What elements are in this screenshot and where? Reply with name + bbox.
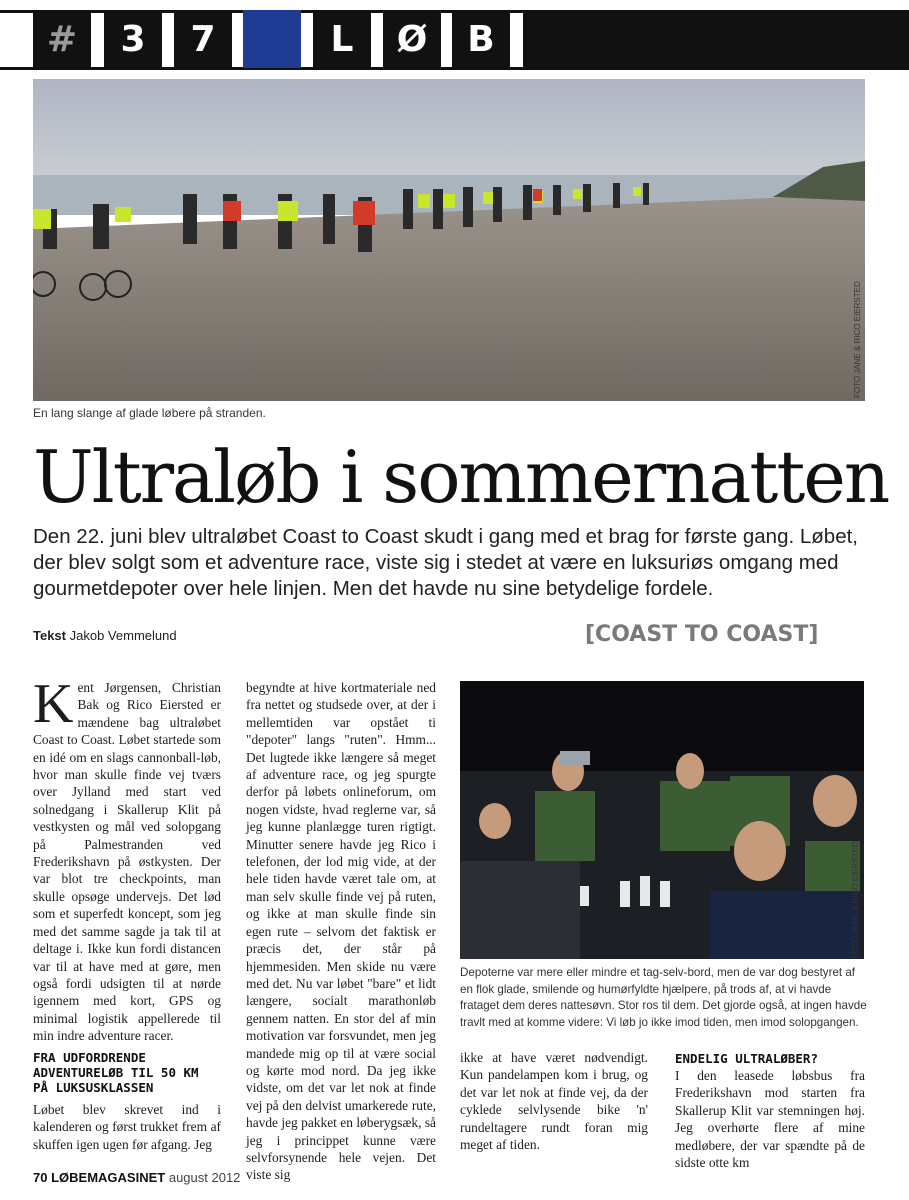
byline-author: Jakob Vemmelund: [69, 628, 177, 643]
column-1-text: ent Jørgensen, Christian Bak og Rico Eiersted er mændene bag ultraløbet Coast to Coast. Løbet startede som en idé om en slags cannonball-løb, hvor man skulle finde vej tværs over Jylland med start ved solnedgang i Skallerup Klit på vestkysten og mål ved solopgang på Palmestranden ved Frederikshavn på østkysten. Der var blot tre checkpoints, man skulle opsøge undervejs. Det lød som et superfedt koncept, som jeg med det samme sagde ja tak til at deltage i. Ikke kun fordi distancen var til at have med at gøre, men også fordi udsigten til at nørde igennem med kort, GPS og minimal logistik appellerede til min indre adventure racer.: [33, 680, 221, 1044]
column-1-text-2: Løbet blev skrevet ind i kalenderen og først trukket frem af skuffen igen ugen før afgang. Jeg: [33, 1102, 221, 1152]
header-box-hash: #: [33, 10, 91, 68]
header-box-7: 7: [174, 10, 232, 68]
column-1-subhead: FRA UDFORDRENDE ADVENTURELØB TIL 50 KM PÅ LUKSUSKLASSEN: [33, 1050, 199, 1095]
section-tag: [COAST TO COAST]: [585, 622, 819, 647]
column-4-subhead: ENDELIG ULTRALØBER?: [675, 1051, 818, 1066]
photo1-caption: En lang slange af glade løbere på stranden.: [33, 406, 266, 420]
column-4: I den leasede løbsbus fra Frederikshavn mod starten fra Skallerup Klit var stemningen høj. Jeg overhørte flere af mine medløbere, der var spændte på de sidste otte km: [675, 1068, 865, 1171]
article-headline: Ultraløb i sommernatten: [33, 435, 889, 519]
page-number: 70: [33, 1170, 48, 1185]
photo2-credit: FOTO JANE & RICO EIERSTED: [851, 841, 860, 958]
header-box-L: L: [313, 10, 371, 68]
photo1-credit: FOTO JANE & RICO EIERSTED: [853, 281, 862, 398]
depot-photo: [460, 681, 864, 959]
header-box-blue: [243, 10, 301, 68]
article-lede: Den 22. juni blev ultraløbet Coast to Coast skudt i gang med et brag for første gang. Løbet, der blev solgt som et adventure race, viste sig i stedet at være en luksuriøs omgang med gourmetdepoter over hele linjen. Men det havde nu sine betydelige fordele.: [33, 525, 858, 600]
magazine-name: LØBEMAGASINET: [51, 1170, 166, 1185]
column-1: [33, 673, 221, 1045]
page-footer: [33, 1170, 240, 1185]
byline-label: Tekst: [33, 628, 66, 643]
byline: [33, 628, 177, 643]
column-3: ikke at have været nødvendigt. Kun pandelampen kom i brug, og det var let nok at finde vej, da der cyklede selvlysende bike 'n' rundeltagere rundt foran mig meget af tiden.: [460, 1050, 648, 1153]
header-box-O: Ø: [383, 10, 441, 68]
beach-runners-photo: [33, 79, 865, 401]
column-2: begyndte at hive kortmateriale ned fra nettet og studsede over, at der i mellemtiden var opstået ti "depoter" langs "ruten". Hmm... Det lugtede ikke længere så meget af adventure race, og jeg spurgte derfor på løbets onlineforum, om nogen vidste, hvad reglerne var, så jeg kunne planlægge turen rigtigt. Minutter senere havde jeg Rico i telefonen, der lod mig vide, at der hele tiden havde været tale om, at man selv skulle finde vej på ruten, og ikke at man skulle finde sin egen rute – selvom det faktisk er præcis det, der står på hjemmesiden. Men skide nu være med det. Nu var løbet "bare" et lidt længere, socialt marathonløb gennem natten. En stor del af min motivation var forsvundet, men jeg mandede mig op til at være social og kørte mod nord. Da jeg ikke vidste, om det var let nok at finde vej på den delvist umarkerede rute, havde jeg pakket en løberygsæk, så jeg i princippet kunne være selvforsynende hele vejen. Det viste sig: [246, 680, 436, 1183]
issue-date: august 2012: [168, 1170, 241, 1185]
photo2-caption: Depoterne var mere eller mindre et tag-selv-bord, men de var dog bestyret af en flok glade, smilende og humørfyldte hjælpere, på trods af, at vi havde frataget dem deres nattesøvn. Stor ros til dem. Det gjorde også, at ingen havde travlt med at komme videre: Vi løb jo ikke imod tiden, men imod solopgangen.: [460, 966, 867, 1029]
header-box-3: 3: [104, 10, 162, 68]
header-box-B: B: [452, 10, 510, 68]
drop-cap: K: [33, 673, 74, 735]
header-box-fill: [523, 10, 909, 68]
